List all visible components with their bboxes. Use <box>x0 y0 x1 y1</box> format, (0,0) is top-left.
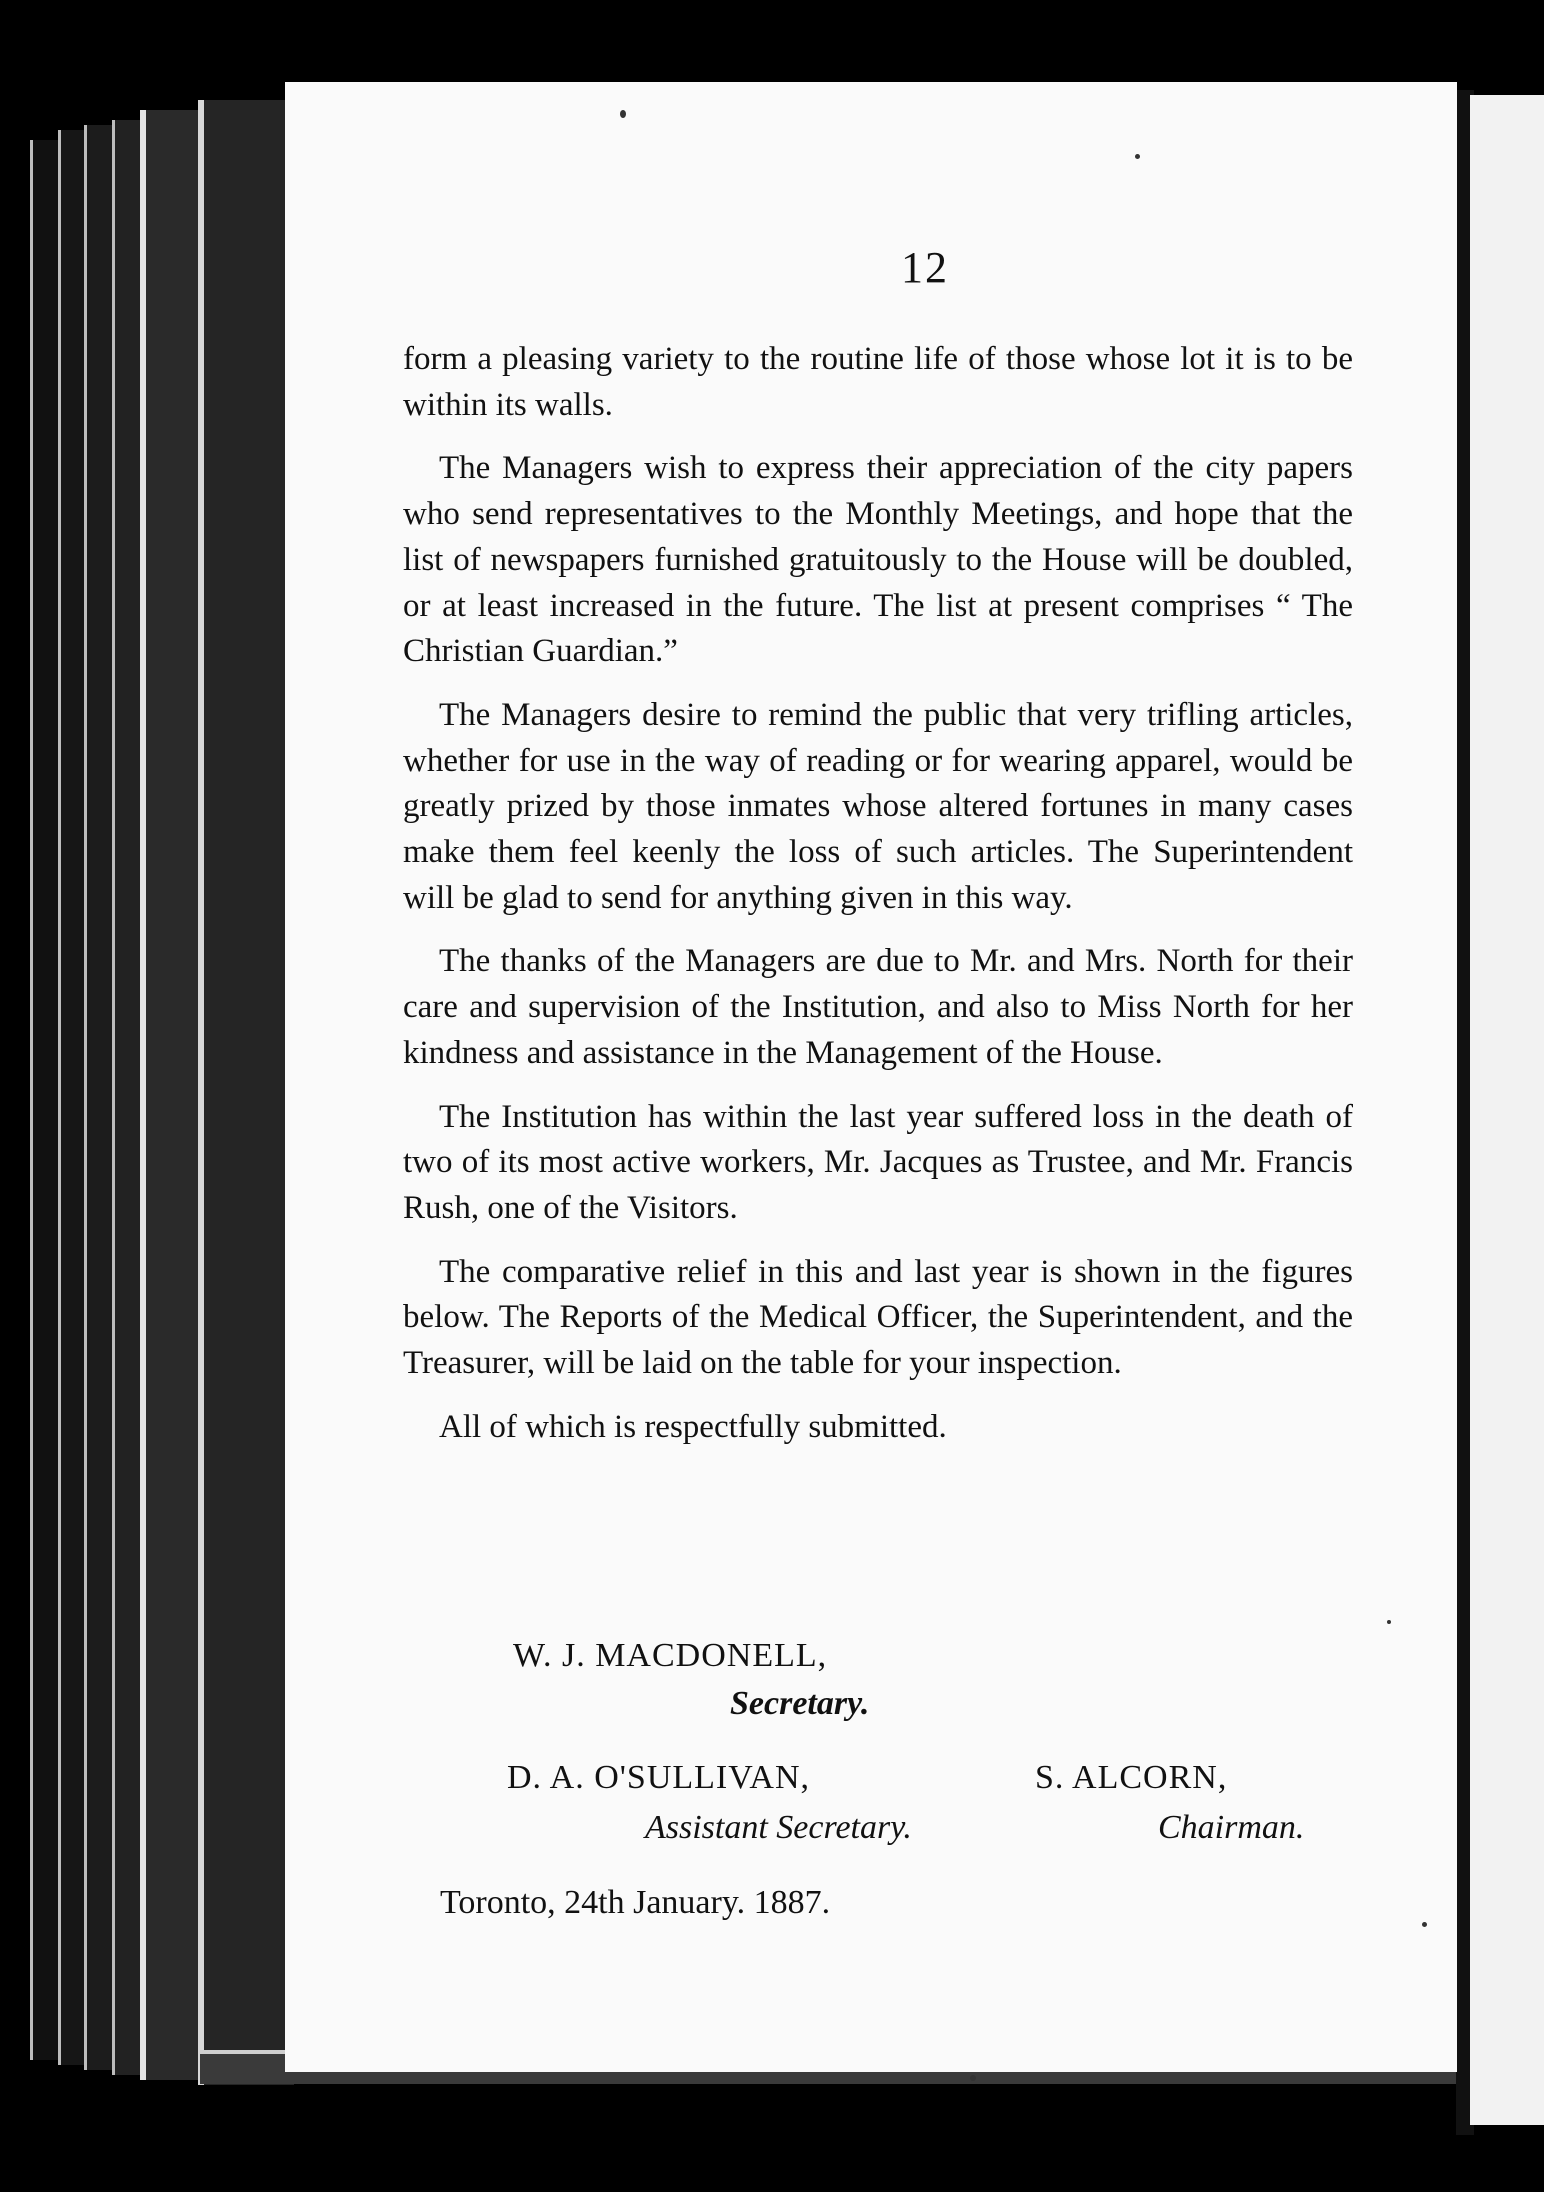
book-page <box>285 82 1457 2072</box>
print-speck <box>1422 1922 1427 1927</box>
assistant-secretary-title: Assistant Secretary. <box>645 1809 912 1846</box>
dateline: Toronto, 24th January. 1887. <box>440 1884 831 1921</box>
stacked-page-edges <box>30 120 290 2080</box>
page-edge <box>198 100 294 2085</box>
paragraph-loss: The Institution has within the last year suffered loss in the death of two of its most active workers, Mr. Jacques as Trustee, and Mr. Francis Rush, one of the Visitors. <box>403 1098 1353 1226</box>
assistant-secretary-name: D. A. O'SULLIVAN, <box>507 1759 811 1796</box>
page-edge <box>140 110 206 2080</box>
print-speck <box>620 110 626 118</box>
chairman-title: Chairman. <box>1158 1809 1305 1846</box>
page-body <box>403 337 1353 1468</box>
secretary-name: W. J. MACDONELL, <box>513 1637 828 1674</box>
paragraph-relief: The comparative relief in this and last year is shown in the figures below. The Reports of the Medical Officer, the Superintendent, and the Treasurer, will be laid on the table for your inspection. <box>403 1253 1353 1382</box>
paragraph-newspapers: The Managers wish to express their appreciation of the city papers who send representatives to the Monthly Meetings, and hope that the list of newspapers furnished gratuitously to the House will be doubled, or at least increased in the future. The list at present comprises “ The Christian Guardian.” <box>403 450 1353 670</box>
paragraph-thanks: The thanks of the Managers are due to Mr. and Mrs. North for their care and supervision of the Institution, and also to Miss North for her kindness and assistance in the Management of the House. <box>403 943 1353 1071</box>
print-speck <box>1135 154 1140 159</box>
print-speck <box>1387 1620 1391 1624</box>
chairman-name: S. ALCORN, <box>1035 1759 1228 1796</box>
secretary-title: Secretary. <box>730 1685 870 1722</box>
paragraph-donations: The Managers desire to remind the public that very trifling articles, whether for use in the way of reading or for wearing apparel, would be greatly prized by those inmates whose altered fortunes in many cases make them feel keenly the loss of such articles. The Superintendent will be glad to send for anything given in this way. <box>403 696 1353 916</box>
paragraph-continuation: form a pleasing variety to the routine life of those whose lot it is to be within its walls. <box>403 341 1353 423</box>
paragraph-submitted: All of which is respectfully submitted. <box>439 1408 947 1445</box>
page-number: 12 <box>901 243 949 292</box>
print-speck <box>970 2075 976 2081</box>
next-page-sliver <box>1470 95 1544 2125</box>
